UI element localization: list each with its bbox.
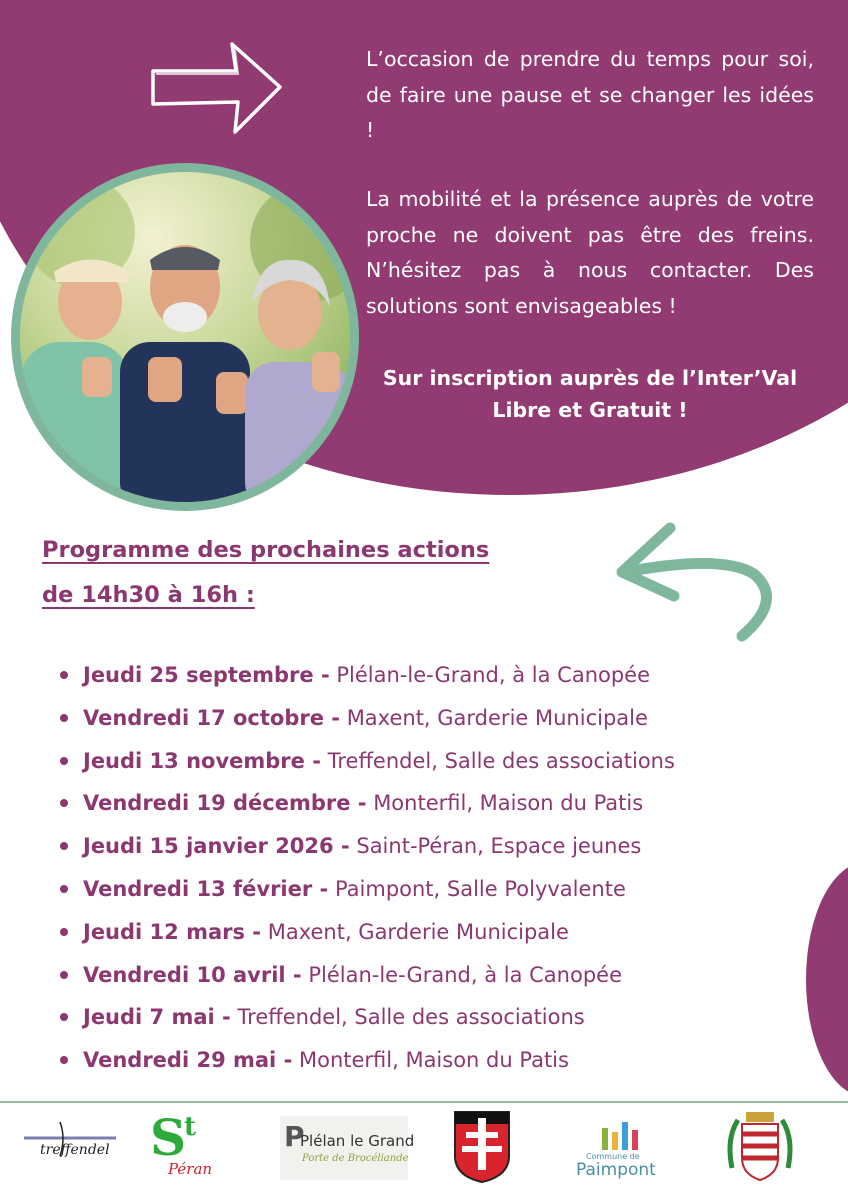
event-date: Vendredi 13 février - (83, 876, 329, 901)
event-place: Maxent, Garderie Municipale (261, 919, 569, 944)
event-place: Saint-Péran, Espace jeunes (349, 834, 642, 859)
paimpont-logo (572, 1108, 672, 1188)
plelan-logo-tagline: Porte de Brocéliande (302, 1153, 409, 1164)
event-date: Vendredi 19 décembre - (83, 791, 367, 816)
event-date: Vendredi 17 octobre - (83, 705, 341, 730)
bullet-icon (60, 799, 68, 807)
bullet-icon (60, 971, 68, 979)
event-place: Maxent, Garderie Municipale (340, 705, 648, 730)
event-date: Vendredi 10 avril - (83, 962, 302, 987)
footer-divider (0, 1101, 848, 1103)
bullet-icon (60, 885, 68, 893)
saint-peran-logo (150, 1108, 220, 1188)
bullet-icon (60, 928, 68, 936)
event-place: Treffendel, Salle des associations (320, 748, 675, 773)
event-place: Treffendel, Salle des associations (230, 1005, 585, 1030)
bullet-icon (60, 1056, 68, 1064)
event-date: Jeudi 12 mars - (83, 919, 262, 944)
plelan-logo-mark: P (284, 1120, 305, 1153)
list-item (60, 741, 675, 784)
bullet-icon (60, 714, 68, 722)
bullet-icon (60, 757, 68, 765)
free-line: Libre et Gratuit ! (492, 398, 688, 422)
intro-paragraph-1: L’occasion de prendre du temps pour soi, de faire une pause et se changer les idées ! (366, 47, 814, 142)
maxent-crest (724, 1108, 796, 1188)
curved-arrow-icon (612, 518, 782, 644)
treffendel-logo (22, 1108, 122, 1188)
paimpont-logo-name: Paimpont (576, 1160, 656, 1180)
event-date: Vendredi 29 mai - (83, 1048, 293, 1073)
event-place: Plélan-le-Grand, à la Canopée (329, 663, 651, 687)
event-date: Jeudi 7 mai - (83, 1005, 231, 1030)
list-item (60, 783, 675, 826)
list-item (60, 698, 675, 741)
programme-title: Programme des prochaines actions (42, 537, 490, 563)
list-item (60, 826, 675, 869)
plelan-logo (280, 1108, 415, 1188)
saint-peran-logo-s: S (150, 1108, 187, 1167)
list-item (60, 869, 675, 912)
list-item (60, 997, 675, 1040)
event-date: Jeudi 25 septembre - (83, 663, 330, 687)
list-item (60, 1040, 675, 1083)
list-item (60, 955, 675, 998)
list-item (60, 912, 675, 955)
event-place: Paimpont, Salle Polyvalente (328, 876, 626, 901)
intro-paragraph-2: La mobilité et la présence auprès de votre proche ne doivent pas être des freins. N’hésitez pas à nous contacter. Des solutions sont envisageables ! (366, 187, 814, 318)
event-place: Monterfil, Maison du Patis (292, 1048, 569, 1073)
bullet-icon (60, 671, 68, 679)
programme-time: de 14h30 à 16h : (42, 582, 255, 608)
registration-line: Sur inscription auprès de l’Inter’Val (382, 366, 798, 390)
bullet-icon (60, 842, 68, 850)
event-date: Jeudi 13 novembre - (83, 748, 321, 773)
paimpont-logo-small: Commune de (586, 1152, 640, 1161)
event-place: Monterfil, Maison du Patis (366, 791, 644, 816)
seniors-photo (20, 172, 350, 502)
treffendel-logo-text: treffendel (40, 1142, 110, 1158)
monterfil-crest (452, 1108, 512, 1188)
event-place: Plélan-le-Grand, à la Canopée (301, 962, 622, 987)
bullet-icon (60, 1013, 68, 1021)
event-date: Jeudi 15 janvier 2026 - (83, 834, 350, 859)
saint-peran-logo-text: Péran (168, 1160, 213, 1178)
plelan-logo-name: Plélan le Grand (300, 1132, 415, 1150)
list-item (60, 655, 675, 698)
saint-peran-logo-t: t (184, 1112, 197, 1142)
purple-side-shape (806, 862, 848, 1097)
right-arrow-icon (148, 38, 288, 138)
schedule-list (60, 655, 675, 1083)
